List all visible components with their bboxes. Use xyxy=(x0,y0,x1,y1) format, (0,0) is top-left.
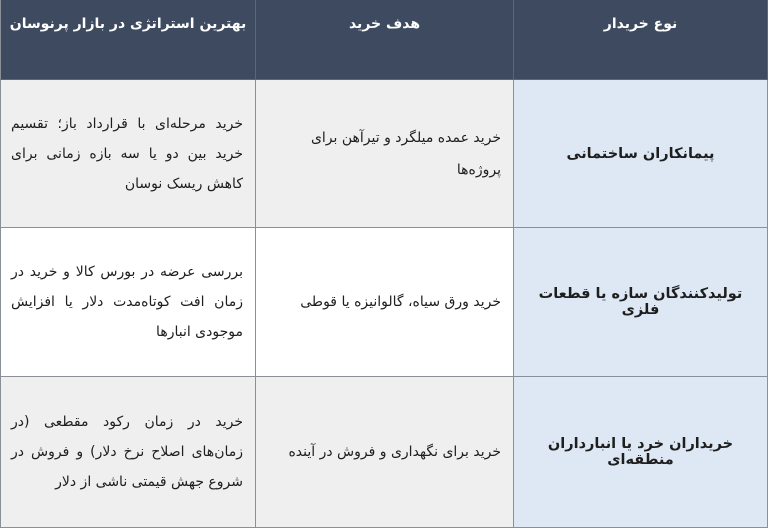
header-strategy-label: بهترین استراتژی در بازار پرنوسان xyxy=(9,16,247,32)
header-goal-label: هدف خرید xyxy=(348,16,421,32)
row-3-strategy: خرید در زمان رکود مقطعی (در زمان‌های اصلاح نرخ دلار) و فروش در شروع جهش قیمتی ناشی از دلار xyxy=(11,414,243,490)
row-2-strategy-cell xyxy=(0,228,256,377)
row-2-strategy: بررسی عرضه در بورس کالا و خرید در زمان افت کوتاه‌مدت دلار یا افزایش موجودی انبارها xyxy=(11,264,243,340)
row-3-strategy-cell xyxy=(0,377,256,528)
header-buyer-type-label: نوع خریدار xyxy=(603,16,678,32)
row-1-goal: خرید عمده میلگرد و تیرآهن برای پروژه‌ها xyxy=(310,129,501,178)
row-1-strategy-cell xyxy=(0,80,256,228)
header-strategy xyxy=(0,0,256,80)
row-3-goal: خرید برای نگهداری و فروش در آینده xyxy=(288,444,501,460)
row-2-goal: خرید ورق سیاه، گالوانیزه یا قوطی xyxy=(300,294,501,310)
row-2-buyer-type: تولیدکنندگان سازه یا قطعات فلزی xyxy=(538,286,743,318)
row-1-strategy: خرید مرحله‌ای با قرارداد باز؛ تقسیم خرید بین دو یا سه بازه زمانی برای کاهش ریسک نوسان xyxy=(11,115,243,192)
row-2-buyer-type-cell xyxy=(514,228,768,377)
header-buyer-type xyxy=(514,0,768,80)
row-3-buyer-type: خریداران خرد یا انبارداران منطقه‌ای xyxy=(547,436,734,468)
row-1-buyer-type: پیمانکاران ساختمانی xyxy=(566,145,715,162)
row-2-goal-cell xyxy=(256,228,514,377)
row-3-buyer-type-cell xyxy=(514,377,768,528)
row-3-goal-cell xyxy=(256,377,514,528)
header-goal xyxy=(256,0,514,80)
row-1-goal-cell xyxy=(256,80,514,228)
row-1-buyer-type-cell xyxy=(514,80,768,228)
